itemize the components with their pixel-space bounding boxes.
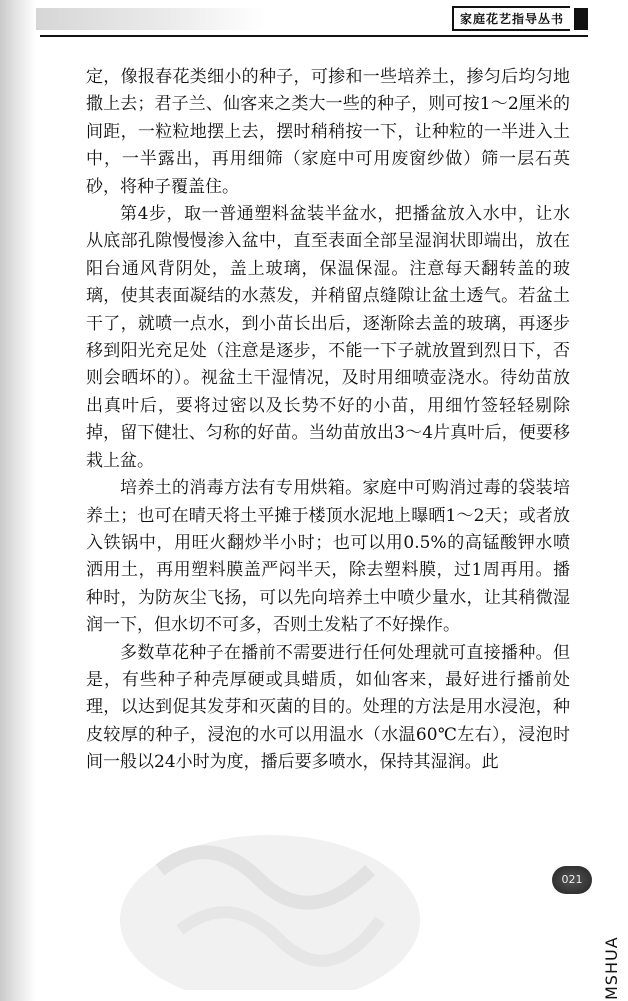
- header-decoration: [36, 8, 266, 30]
- binding-shadow: [0, 0, 36, 1001]
- header-rule: [40, 35, 588, 37]
- series-title: 家庭花艺指导丛书: [452, 6, 570, 31]
- running-header: [452, 6, 588, 31]
- paragraph-3: 培养土的消毒方法有专用烘箱。家庭中可购消过毒的袋装培养土；也可在晴天将土平摊于楼顶水泥地上曝晒1～2天；或者放入铁锅中，用旺火翻炒半小时；也可以用0.5%的高锰酸钾水喷洒用土，再用塑料膜盖严闷半天，除去塑料膜，过1周再用。播种时，为防灰尘飞扬，可以先向培养土中喷少量水，让其稍微湿润一下，但水切不可多，否则土发粘了不好操作。: [86, 478, 570, 636]
- body-text: [86, 64, 570, 777]
- library-seal-watermark: [120, 810, 420, 990]
- page-number-badge: 021: [552, 866, 592, 894]
- paragraph-2: 第4步，取一普通塑料盆装半盆水，把播盆放入水中，让水从底部孔隙慢慢渗入盆中，直至表面全部呈湿润状即端出，放在阳台通风背阴处，盖上玻璃，保温保湿。注意每天翻转盖的玻璃，使其表面凝结的水蒸发，并稍留点缝隙让盆土透气。若盆土干了，就喷一点水，到小苗长出后，逐渐除去盖的玻璃，再逐步移到阳光充足处（注意是逐步，不能一下子就放置到烈日下，否则会晒坏的）。视盆土干湿情况，及时用细喷壶浇水。待幼苗放出真叶后，要将过密以及长势不好的小苗，用细竹签轻轻剔除掉，留下健壮、匀称的好苗。当幼苗放出3～4片真叶后，便要移栽上盆。: [86, 204, 570, 471]
- paragraph-4: 多数草花种子在播前不需要进行任何处理就可直接播种。但是，有些种子种壳厚硬或具蜡质，如仙客来，最好进行播前处理，以达到促其发芽和灭菌的目的。处理的方法是用水浸泡，种皮较厚的种子，浸泡的水可以用温水（水温60℃左右），浸泡时间一般以24小时为度，播后要多喷水，保持其湿润。此: [86, 642, 570, 773]
- paragraph-1: 定，像报春花类细小的种子，可掺和一些培养土，掺匀后均匀地撒上去；君子兰、仙客来之类大一些的种子，则可按1～2厘米的间距，一粒粒地摆上去，摆时稍稍按一下，让种粒的一半进入土中，一半露出，再用细筛（家庭中可用废窗纱做）筛一层石英砂，将种子覆盖住。: [86, 67, 570, 197]
- side-watermark-text: MSHUA: [602, 936, 621, 1000]
- header-block: [574, 8, 588, 30]
